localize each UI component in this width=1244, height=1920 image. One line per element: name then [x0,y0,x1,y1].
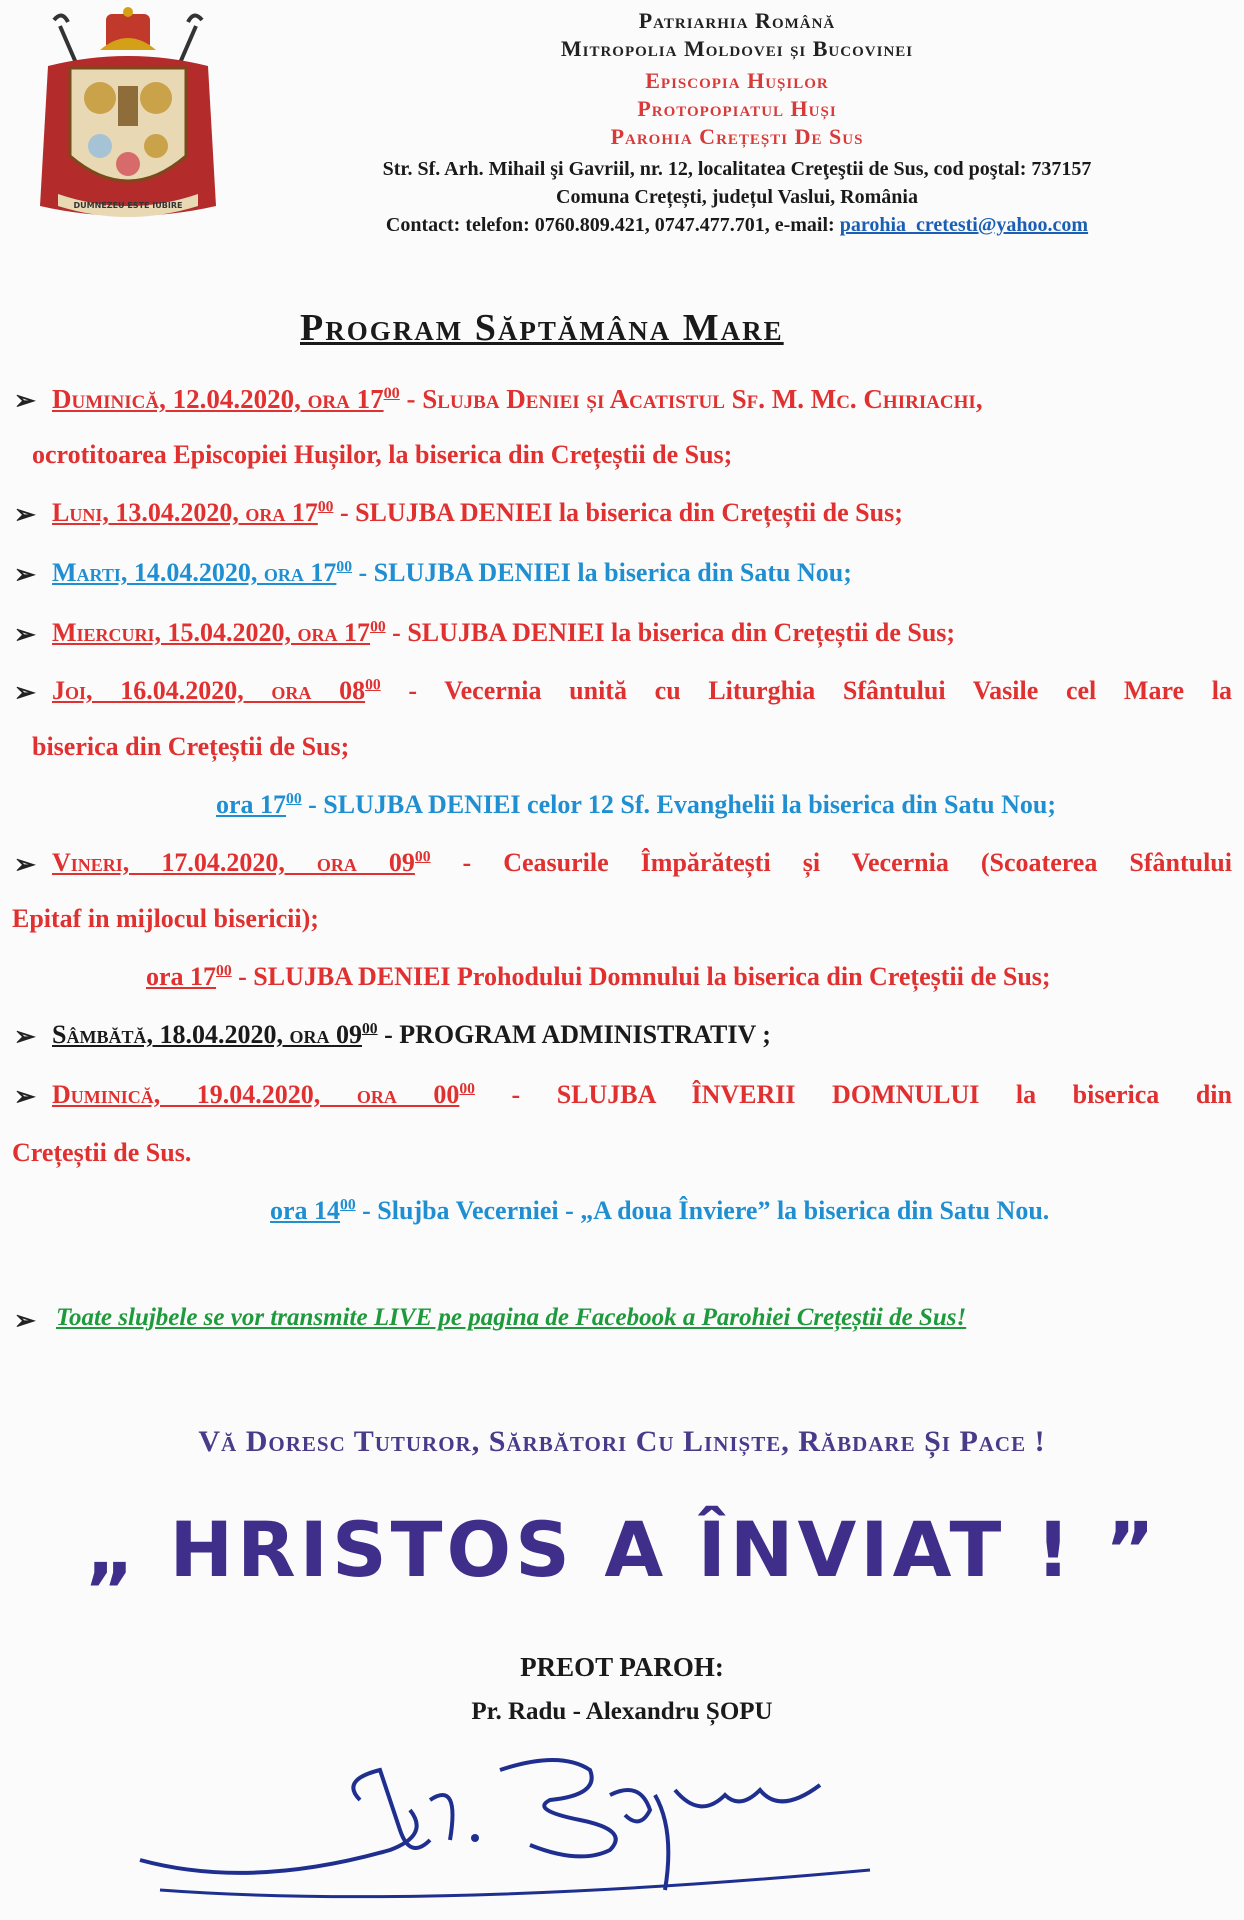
item-8-continuation: Crețeștii de Sus. [12,1138,192,1167]
item-2-date: Luni, 13.04.2020, ora 17 [52,498,318,527]
schedule-item-5 [52,676,1232,706]
item-2-sup: 00 [317,498,334,516]
item-8b-time: ora 14 [270,1196,341,1225]
schedule-item-1 [52,384,983,415]
item-6-sup: 00 [414,848,431,866]
schedule-item-8b [270,1196,1049,1226]
item-4-date: Miercuri, 15.04.2020, ora 17 [52,618,371,647]
schedule-item-3 [52,558,852,588]
item-6-text: - Ceasurile Împărătești și Vecernia (Scoaterea Sfântului [430,848,1232,877]
greeting-text: Vă Doresc Tuturor, Sărbători Cu Liniște, Răbdare Și Pace ! [198,1425,1046,1458]
item-1-date: Duminică, 12.04.2020, ora 17 [52,384,384,414]
item-6b-text: - SLUJBA DENIEI Prohodului Domnului la biserica din Crețeștii de Sus; [231,962,1051,991]
header-patriarchate: Patriarhia Română [638,8,836,33]
item-1-text: - Slujba Deniei și Acatistul Sf. M. Mc. Chiriachi, [399,384,983,414]
svg-text:DUMNEZEU ESTE IUBIRE: DUMNEZEU ESTE IUBIRE [73,201,183,210]
header-address: Str. Sf. Arh. Mihail şi Gavriil, nr. 12, localitatea Creţeştii de Sus, cod poştal: 737157 [382,158,1092,180]
item-7-date: Sâmbătă, 18.04.2020, ora 09 [52,1020,362,1049]
arrow-bullet-icon: ➢ [14,620,36,649]
page-title: Program Săptămâna Mare [300,307,784,349]
header-diocese: Episcopia Hușilor [645,68,829,93]
arrow-bullet-icon: ➢ [14,678,36,707]
item-2-text: - SLUJBA DENIEI la biserica din Crețeștii de Sus; [333,498,903,527]
item-3-date: Marti, 14.04.2020, ora 17 [52,558,337,587]
header-parish: Parohia Crețești De Sus [610,124,864,149]
schedule-item-8 [52,1080,1232,1110]
schedule-item-4 [52,618,955,648]
schedule-item-5b [216,790,1056,820]
item-5b-time: ora 17 [216,790,287,819]
header-metropolis: Mitropolia Moldovei și Bucovinei [560,36,914,61]
item-8-text: - SLUJBA ÎNVERII DOMNULUI la biserica din [474,1080,1232,1109]
item-1-continuation: ocrotitoarea Episcopiei Hușilor, la biserica din Crețeștii de Sus; [32,440,733,469]
arrow-bullet-icon: ➢ [14,1306,36,1335]
item-6-date: Vineri, 17.04.2020, ora 09 [52,848,415,877]
item-8b-sup: 00 [340,1196,356,1214]
item-7-sup: 00 [361,1020,378,1038]
hristos-a-inviat-banner: „ HRISTOS A ÎNVIAT ! ” [85,1505,1159,1594]
item-3-sup: 00 [336,558,353,576]
item-5-continuation: biserica din Crețeștii de Sus; [32,732,350,761]
priest-signature-icon [130,1740,890,1910]
header-contact [232,214,1242,237]
schedule-item-6b [146,962,1051,992]
schedule-item-7 [52,1020,771,1050]
item-5-sup: 00 [365,676,381,694]
arrow-bullet-icon: ➢ [14,850,36,879]
item-6b-time: ora 17 [146,962,217,991]
item-4-sup: 00 [370,618,386,636]
live-broadcast-note: Toate slujbele se vor transmite LIVE pe pagina de Facebook a Parohiei Crețeștii de Sus! [56,1304,967,1331]
item-5b-text: - SLUJBA DENIEI celor 12 Sf. Evanghelii la biserica din Satu Nou; [301,790,1056,819]
arrow-bullet-icon: ➢ [14,560,36,589]
item-8b-text: - Slujba Vecerniei - „A doua Înviere” la biserica din Satu Nou. [355,1196,1050,1225]
item-4-text: - SLUJBA DENIEI la biserica din Crețeștii de Sus; [385,618,956,647]
item-1-sup: 00 [383,384,400,402]
priest-title: PREOT PAROH: [520,1652,724,1682]
header-deanery: Protopopiatul Huși [637,96,837,121]
priest-name: Pr. Radu - Alexandru ȘOPU [471,1698,773,1725]
item-5b-sup: 00 [286,790,302,808]
item-7-text: - PROGRAM ADMINISTRATIV ; [377,1020,771,1049]
item-5-text: - Vecernia unită cu Liturghia Sfântului Vasile cel Mare la [380,676,1232,705]
item-8-date: Duminică, 19.04.2020, ora 00 [52,1080,460,1109]
contact-text: Contact: telefon: 0760.809.421, 0747.477.701, e-mail: [385,214,840,236]
arrow-bullet-icon: ➢ [14,500,36,529]
header-commune: Comuna Crețești, județul Vaslui, România [556,186,918,208]
item-8-sup: 00 [459,1080,475,1098]
arrow-bullet-icon: ➢ [14,386,36,415]
item-3-text: - SLUJBA DENIEI la biserica din Satu Nou; [352,558,852,587]
arrow-bullet-icon: ➢ [14,1022,36,1051]
episcopal-crest-icon [28,6,228,228]
schedule-item-2 [52,498,903,528]
email-link[interactable]: parohia_cretesti@yahoo.com [839,214,1089,236]
schedule-item-6 [52,848,1232,878]
arrow-bullet-icon: ➢ [14,1082,36,1111]
item-5-date: Joi, 16.04.2020, ora 08 [52,676,366,705]
item-6b-sup: 00 [216,962,232,980]
item-6-continuation: Epitaf in mijlocul bisericii); [12,904,319,933]
